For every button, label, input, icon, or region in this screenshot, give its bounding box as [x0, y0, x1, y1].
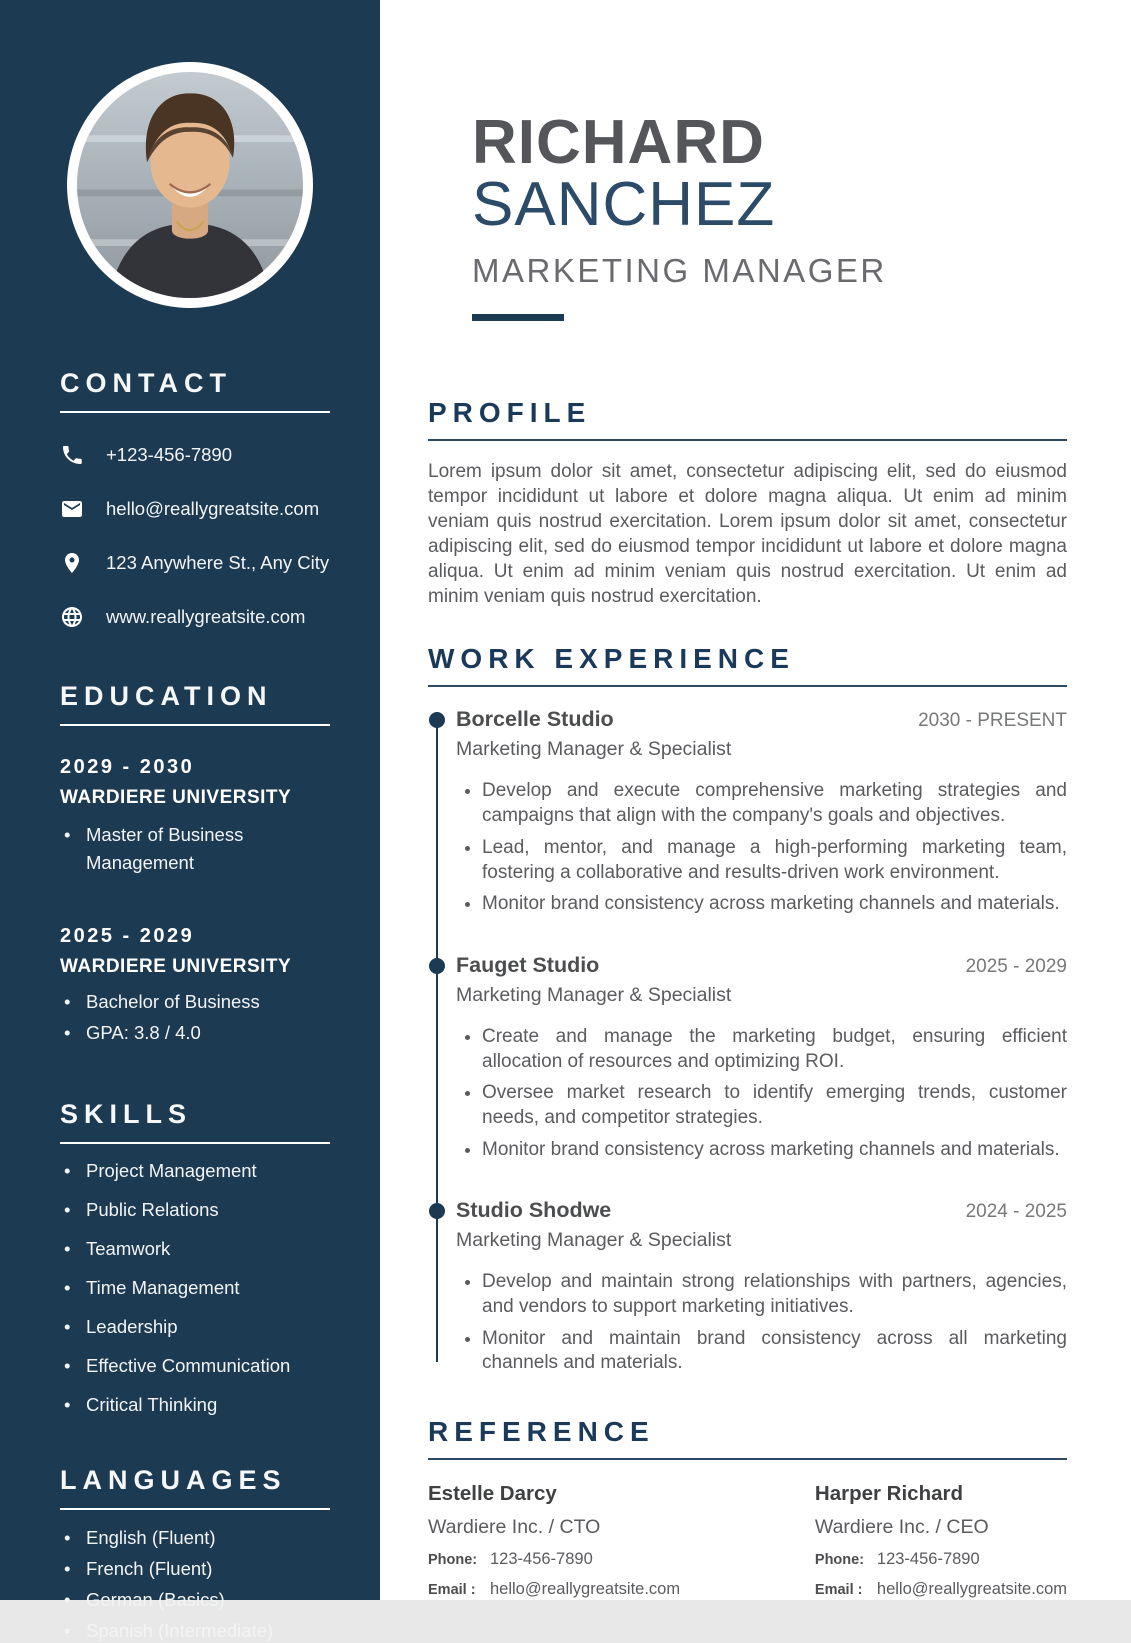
accent-bar: [472, 314, 564, 321]
profile-photo: [67, 62, 313, 308]
job-header: [456, 1198, 1067, 1223]
contact-section: [60, 370, 330, 629]
skill-item: • Project Management: [64, 1159, 330, 1183]
reference-card: [428, 1482, 815, 1599]
reference-org: Wardiere Inc. / CTO: [428, 1516, 601, 1539]
job-role: Marketing Manager & Specialist: [456, 738, 732, 761]
job-bullet: • Lead, mentor, and manage a high-performing marketing team, fostering a collaborative and results-driven work environment.: [482, 836, 1067, 885]
job-entry: [456, 1198, 1067, 1376]
email-value: hello@reallygreatsite.com: [876, 1580, 1067, 1599]
work-experience-title: WORK EXPERIENCE: [428, 643, 795, 675]
language-item: • English (Fluent): [64, 1526, 330, 1550]
contact-list: [60, 443, 330, 629]
phone-label: Phone:: [814, 1552, 865, 1569]
reference-divider: [428, 1458, 1067, 1460]
reference-org: Wardiere Inc. / CEO: [814, 1516, 989, 1539]
location-icon: [60, 551, 84, 575]
phone-value: 123-456-7890: [876, 1550, 980, 1569]
languages-divider: [60, 1508, 330, 1510]
contact-item-phone: [60, 443, 330, 467]
education-bullets: [60, 990, 330, 1045]
contact-divider: [60, 411, 330, 413]
skills-list: [60, 1159, 330, 1417]
language-item: • French (Fluent): [64, 1557, 330, 1581]
email-label: Email :: [814, 1582, 863, 1599]
phone-icon: [60, 443, 84, 467]
contact-website: www.reallygreatsite.com: [106, 606, 306, 627]
education-years: 2029 - 2030: [60, 756, 195, 778]
education-divider: [60, 724, 330, 726]
reference-section: [428, 1418, 1067, 1599]
skills-divider: [60, 1142, 330, 1144]
profile-text: Lorem ipsum dolor sit amet, consectetur adipiscing elit, sed do eiusmod tempor incididunt ut labore et dolore magna aliqua. Ut enim ad minim veniam quis nostrud exercitation. Lorem ipsum dolor sit amet, consectetur adipiscing elit, sed do eiusmod tempor incididunt ut labore et dolore magna aliqua. Ut enim ad minim veniam quis nostrud exercitation. Ut enim ad minim veniam quis nostrud exercitation.: [428, 461, 1067, 608]
skills-section: [60, 1098, 330, 1417]
work-experience-divider: [428, 685, 1067, 687]
job-bullet: • Develop and maintain strong relationships with partners, agencies, and vendors to support marketing initiatives.: [482, 1270, 1067, 1319]
skill-item: • Time Management: [64, 1276, 330, 1300]
reference-title: REFERENCE: [428, 1416, 655, 1448]
header: [472, 108, 1067, 321]
job-bullet: • Create and manage the marketing budget, ensuring efficient allocation of resources and optimizing ROI.: [482, 1025, 1067, 1074]
company-name: Studio Shodwe: [456, 1198, 612, 1223]
main-column: [380, 0, 1131, 1600]
sidebar: [0, 0, 380, 1642]
job-bullets: [456, 1270, 1067, 1376]
profile-section: [428, 399, 1067, 609]
education-bullet: • Master of Business Management: [64, 821, 330, 877]
reference-email-row: [428, 1580, 815, 1599]
job-dates: 2030 - PRESENT: [918, 710, 1067, 732]
page-title: [472, 108, 1067, 239]
profile-title: PROFILE: [428, 397, 592, 428]
email-label: Email :: [428, 1582, 476, 1599]
education-years: 2025 - 2029: [60, 924, 195, 947]
timeline-dot: [429, 712, 445, 728]
job-bullets: [456, 1025, 1067, 1162]
education-title: EDUCATION: [60, 681, 273, 711]
job-bullet: • Monitor brand consistency across marketing channels and materials.: [482, 1138, 1067, 1163]
job-entry: [456, 953, 1067, 1162]
job-bullet: • Oversee market research to identify emerging trends, customer needs, and competitor strategies.: [482, 1081, 1067, 1130]
skill-item: • Critical Thinking: [64, 1393, 330, 1417]
language-item: • German (Basics): [64, 1588, 330, 1612]
skill-item: • Leadership: [64, 1315, 330, 1339]
email-icon: [60, 497, 84, 521]
language-item: • Spanish (Intermediate): [64, 1619, 330, 1643]
profile-photo-image: [77, 72, 303, 298]
contact-email: hello@reallygreatsite.com: [106, 498, 320, 519]
reference-name: Estelle Darcy: [428, 1482, 557, 1506]
experience-timeline: [428, 707, 1067, 1376]
job-dates: 2024 - 2025: [965, 1201, 1067, 1223]
education-entry: [60, 756, 330, 877]
first-name: RICHARD: [472, 108, 765, 177]
education-entry: [60, 925, 330, 1045]
job-bullet: • Monitor and maintain brand consistency across all marketing channels and materials.: [482, 1327, 1067, 1376]
job-entry: [456, 707, 1067, 916]
work-experience-section: [428, 645, 1067, 1376]
company-name: Fauget Studio: [456, 952, 600, 977]
education-bullets: [60, 821, 330, 877]
education-bullet: • Bachelor of Business: [64, 990, 330, 1014]
skills-title: SKILLS: [60, 1098, 193, 1129]
job-bullet: • Develop and execute comprehensive marketing strategies and campaigns that align with the company's goals and objectives.: [482, 779, 1067, 828]
education-school: WARDIERE UNIVERSITY: [60, 955, 292, 977]
job-title: MARKETING MANAGER: [472, 252, 887, 289]
profile-divider: [428, 439, 1067, 441]
contact-phone: +123-456-7890: [106, 444, 233, 465]
job-header: [456, 707, 1067, 732]
phone-label: Phone:: [428, 1552, 478, 1569]
reference-email-row: [815, 1580, 1067, 1599]
website-icon: [60, 605, 84, 629]
skill-item: • Teamwork: [64, 1237, 330, 1261]
job-role: Marketing Manager & Specialist: [456, 983, 732, 1006]
education-section: [60, 683, 330, 1045]
languages-title: LANGUAGES: [60, 1464, 287, 1495]
job-header: [456, 953, 1067, 978]
email-value: hello@reallygreatsite.com: [490, 1580, 681, 1599]
job-role: Marketing Manager & Specialist: [456, 1229, 732, 1252]
skill-item: • Effective Communication: [64, 1354, 330, 1378]
languages-list: [60, 1526, 330, 1643]
last-name: SANCHEZ: [472, 170, 776, 239]
education-school: WARDIERE UNIVERSITY: [60, 787, 292, 808]
contact-title: CONTACT: [60, 368, 232, 398]
education-bullet: • GPA: 3.8 / 4.0: [64, 1021, 330, 1045]
reference-phone-row: [815, 1550, 1067, 1569]
skill-item: • Public Relations: [64, 1198, 330, 1222]
reference-list: [428, 1482, 1067, 1599]
timeline-dot: [429, 1203, 445, 1219]
reference-phone-row: [428, 1550, 815, 1569]
contact-item-address: [60, 551, 330, 575]
company-name: Borcelle Studio: [456, 707, 614, 732]
contact-address: 123 Anywhere St., Any City: [106, 552, 330, 573]
reference-name: Harper Richard: [814, 1482, 964, 1506]
contact-item-email: [60, 497, 330, 521]
job-bullet: • Monitor brand consistency across marketing channels and materials.: [482, 892, 1067, 917]
contact-item-website: [60, 605, 330, 629]
job-dates: 2025 - 2029: [965, 955, 1067, 977]
timeline-dot: [429, 958, 445, 974]
job-bullets: [456, 779, 1067, 916]
reference-card: [815, 1482, 1067, 1599]
languages-section: [60, 1464, 330, 1643]
phone-value: 123-456-7890: [490, 1550, 593, 1569]
